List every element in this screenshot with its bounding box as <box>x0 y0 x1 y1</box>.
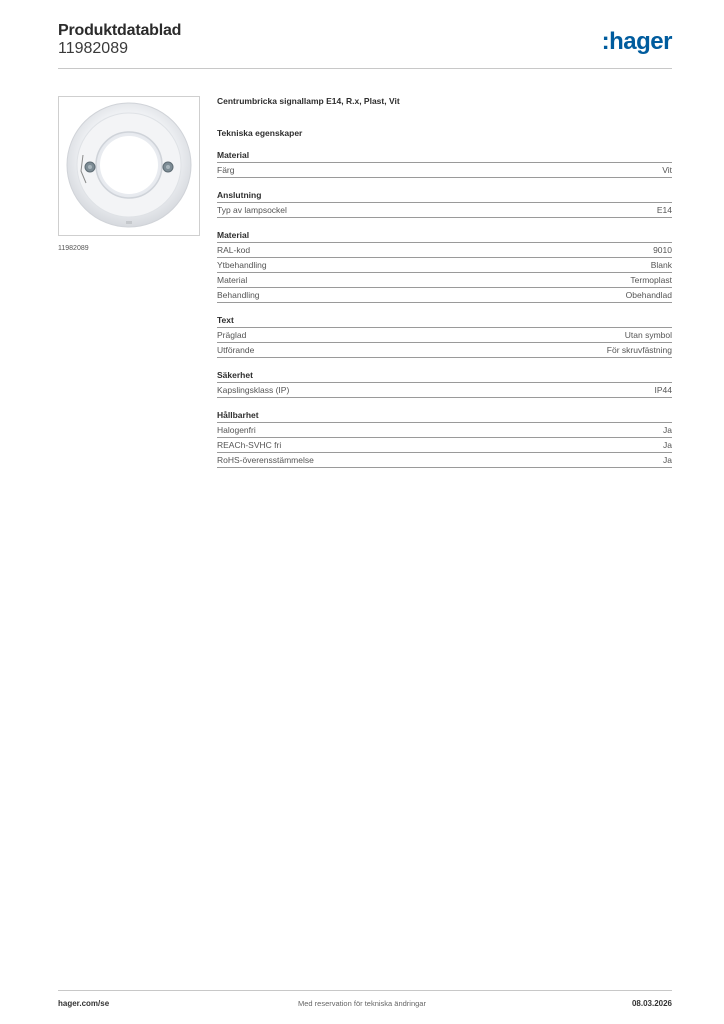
footer-date: 08.03.2026 <box>631 999 672 1008</box>
section-material-color <box>217 150 672 178</box>
spec-label: Material <box>217 275 248 285</box>
header-divider <box>58 68 672 69</box>
spec-value: IP44 <box>654 385 672 395</box>
spec-value: Ja <box>663 440 672 450</box>
tech-heading: Tekniska egenskaper <box>217 128 303 138</box>
footer-website-link[interactable]: hager.com/se <box>58 999 110 1008</box>
spec-value: Ja <box>663 455 672 465</box>
spec-row <box>217 258 672 273</box>
section-connection <box>217 190 672 218</box>
spec-row <box>217 343 672 358</box>
spec-row <box>217 163 672 178</box>
page-title: Produktdatablad <box>58 22 182 39</box>
section-material <box>217 230 672 303</box>
spec-value: Utan symbol <box>624 330 672 340</box>
spec-value: Blank <box>650 260 672 270</box>
spec-label: Präglad <box>217 330 247 340</box>
spec-row <box>217 438 672 453</box>
spec-label: Färg <box>217 165 235 175</box>
spec-label: Ytbehandling <box>217 260 267 270</box>
spec-label: Typ av lampsockel <box>217 205 287 215</box>
section-title: Material <box>217 150 672 163</box>
spec-label: RAL-kod <box>217 245 251 255</box>
spec-label: Behandling <box>217 290 260 300</box>
section-sustainability <box>217 410 672 468</box>
spec-label: REACh-SVHC fri <box>217 440 282 450</box>
spec-value: E14 <box>656 205 672 215</box>
spec-row <box>217 383 672 398</box>
spec-label: Kapslingsklass (IP) <box>217 385 290 395</box>
spec-value: För skruvfästning <box>606 345 672 355</box>
spec-row <box>217 453 672 468</box>
spec-row <box>217 328 672 343</box>
spec-row <box>217 273 672 288</box>
section-title: Anslutning <box>217 190 672 203</box>
spec-label: RoHS-överensstämmelse <box>217 455 314 465</box>
spec-value: Termoplast <box>630 275 672 285</box>
product-name: Centrumbricka signallamp E14, R.x, Plast, Vit <box>217 96 400 106</box>
spec-value: Ja <box>663 425 672 435</box>
spec-value: Obehandlad <box>625 290 672 300</box>
product-number: 11982089 <box>58 40 128 57</box>
product-image <box>58 96 200 236</box>
spec-content <box>217 96 672 468</box>
footer-disclaimer: Med reservation för tekniska ändringar <box>298 999 426 1008</box>
hager-logo: :hager <box>601 28 672 55</box>
section-title: Text <box>217 315 672 328</box>
section-title: Säkerhet <box>217 370 672 383</box>
spec-row <box>217 423 672 438</box>
footer-divider <box>58 990 672 991</box>
section-safety <box>217 370 672 398</box>
spec-label: Utförande <box>217 345 255 355</box>
product-photo-icon <box>59 97 199 235</box>
spec-row <box>217 243 672 258</box>
section-title: Material <box>217 230 672 243</box>
spec-value: 9010 <box>653 245 672 255</box>
spec-value: Vit <box>662 165 672 175</box>
image-caption: 11982089 <box>58 245 89 252</box>
section-text <box>217 315 672 358</box>
section-title: Hållbarhet <box>217 410 672 423</box>
spec-row <box>217 288 672 303</box>
spec-row <box>217 203 672 218</box>
spec-label: Halogenfri <box>217 425 256 435</box>
